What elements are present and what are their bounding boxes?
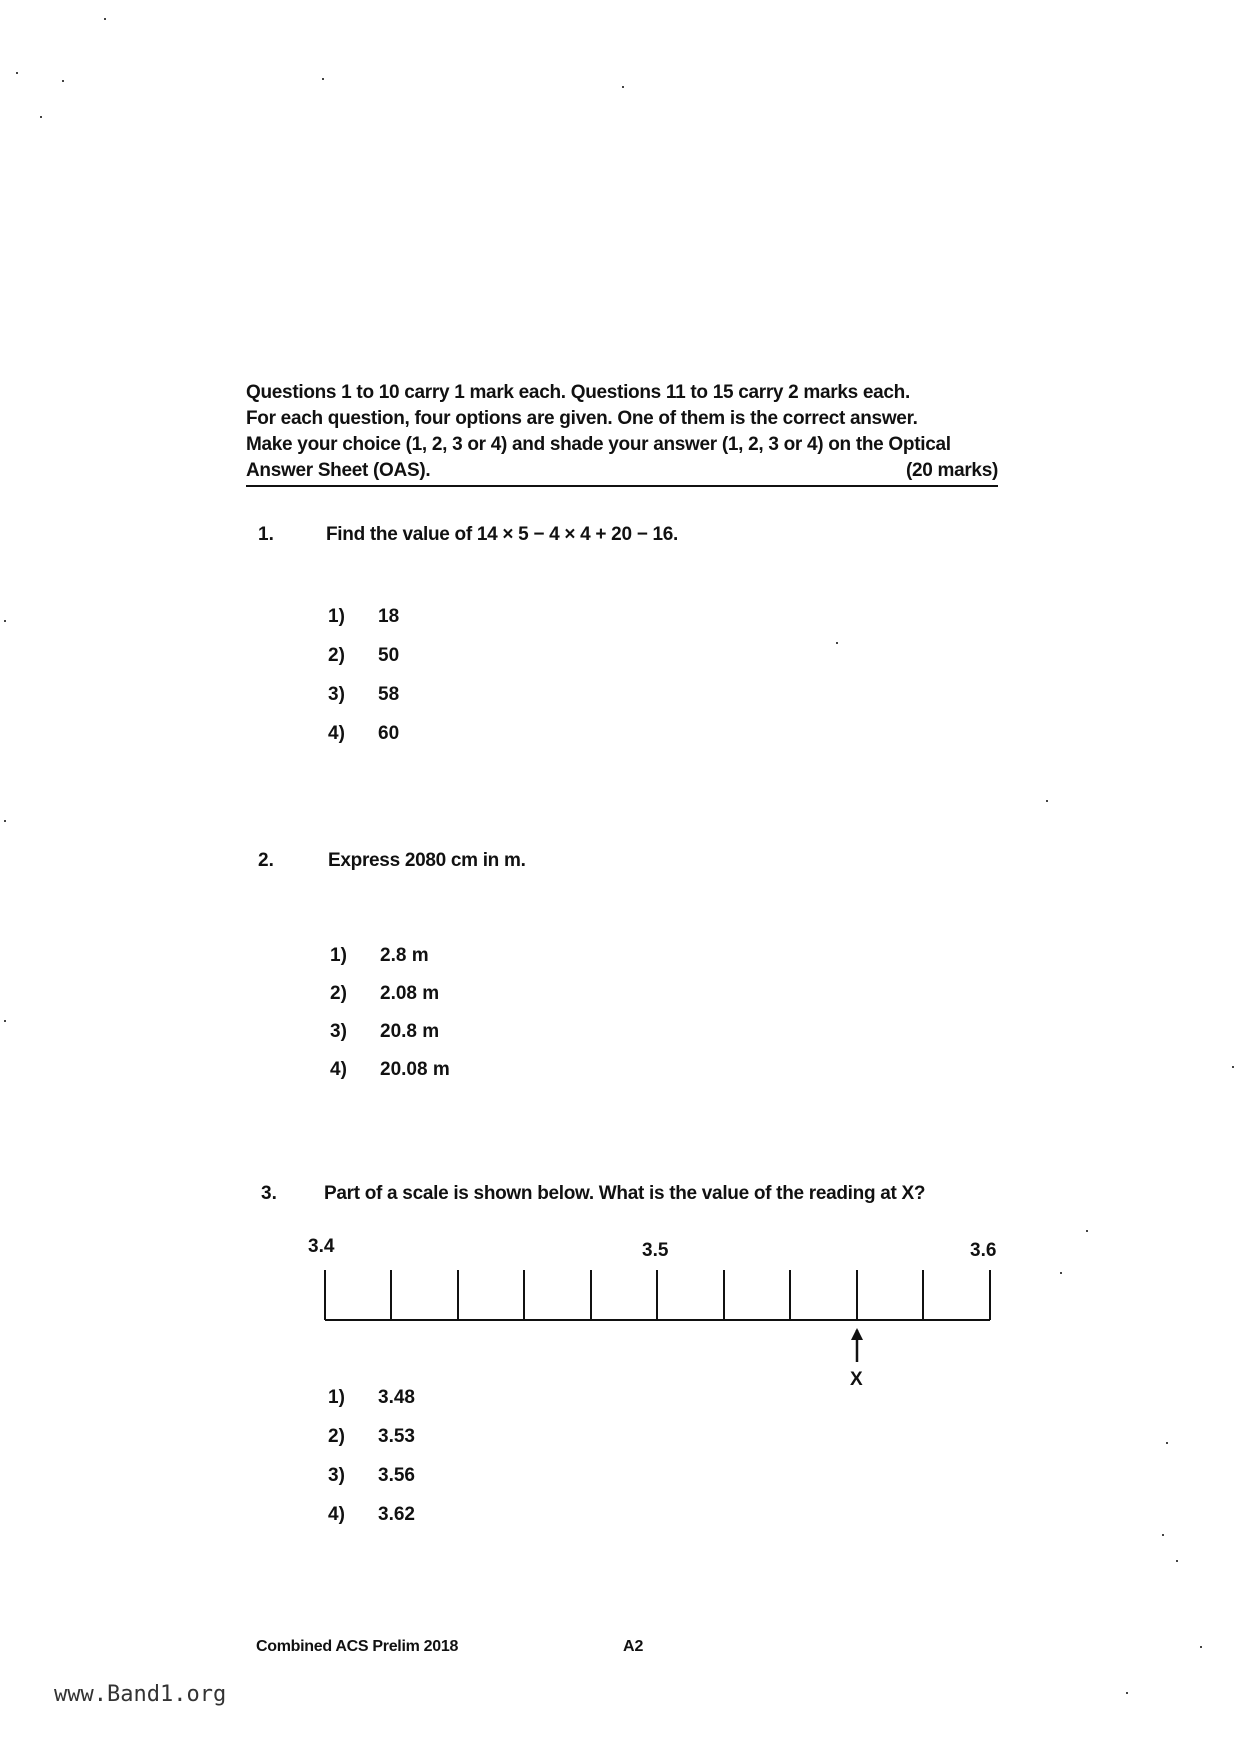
question-3-option-2	[328, 1426, 415, 1448]
scan-speck	[1126, 1692, 1128, 1694]
option-value: 3.53	[378, 1426, 415, 1447]
question-1-option-3	[328, 684, 399, 706]
marks-label: (20 marks)	[905, 460, 998, 481]
option-value: 2.8 m	[380, 945, 429, 966]
scan-speck	[1166, 1442, 1168, 1444]
option-value: 3.56	[378, 1465, 415, 1486]
option-number: 2)	[330, 983, 347, 1004]
option-value: 58	[378, 684, 400, 705]
question-1-option-2	[328, 645, 399, 667]
option-number: 4)	[328, 1504, 345, 1525]
watermark: www.Band1.org	[54, 1682, 227, 1707]
scan-speck	[1086, 1230, 1088, 1232]
option-number: 1)	[328, 1387, 345, 1408]
question-3-option-3	[328, 1465, 415, 1487]
question-3-option-4	[328, 1504, 415, 1526]
scan-speck	[4, 1020, 6, 1022]
question-2-option-3	[330, 1021, 439, 1043]
scan-speck	[4, 620, 6, 622]
question-3-text: Part of a scale is shown below. What is the value of the reading at X?	[324, 1183, 926, 1204]
scan-speck	[40, 116, 42, 118]
option-value: 20.08 m	[380, 1059, 450, 1080]
scan-speck	[1200, 1646, 1202, 1648]
instructions-line-1: Questions 1 to 10 carry 1 mark each. Questions 11 to 15 carry 2 marks each.	[246, 382, 910, 403]
scale-label-left: 3.4	[308, 1236, 335, 1257]
option-number: 1)	[330, 945, 347, 966]
scan-speck	[16, 72, 18, 74]
question-2-text: Express 2080 cm in m.	[328, 850, 526, 871]
option-number: 2)	[328, 645, 345, 666]
instructions	[246, 380, 998, 487]
instructions-line-4	[246, 458, 998, 487]
scan-speck	[836, 642, 838, 644]
scan-speck	[1060, 1272, 1062, 1274]
footer-exam-name: Combined ACS Prelim 2018	[256, 1638, 459, 1655]
scan-speck	[622, 86, 624, 88]
option-value: 3.62	[378, 1504, 415, 1525]
option-number: 3)	[328, 1465, 345, 1486]
scan-speck	[322, 78, 324, 80]
question-2-option-1	[330, 945, 429, 967]
scale-label-right: 3.6	[970, 1240, 997, 1261]
question-3-option-1	[328, 1387, 415, 1409]
instructions-line-3: Make your choice (1, 2, 3 or 4) and shade your answer (1, 2, 3 or 4) on the Optical	[246, 434, 951, 455]
scan-speck	[1162, 1534, 1164, 1536]
scale-ticks	[325, 1270, 990, 1320]
option-number: 4)	[330, 1059, 347, 1080]
pointer-label-x: X	[850, 1369, 863, 1388]
option-number: 2)	[328, 1426, 345, 1447]
question-1-option-4	[328, 723, 399, 745]
question-3-number: 3.	[261, 1183, 277, 1204]
scan-speck	[104, 18, 106, 20]
scale-diagram	[300, 1228, 1020, 1388]
option-value: 2.08 m	[380, 983, 440, 1004]
scan-speck	[4, 820, 6, 822]
instructions-line-2: For each question, four options are given. One of them is the correct answer.	[246, 408, 918, 429]
scan-speck	[1232, 1066, 1234, 1068]
footer-page-number: A2	[623, 1638, 644, 1655]
scan-speck	[62, 80, 64, 82]
scale-label-mid: 3.5	[642, 1240, 669, 1261]
instructions-line-4-text: Answer Sheet (OAS).	[246, 460, 431, 481]
option-value: 18	[378, 606, 400, 627]
option-value: 50	[378, 645, 400, 666]
option-value: 20.8 m	[380, 1021, 440, 1042]
question-1-number: 1.	[258, 524, 274, 545]
option-number: 1)	[328, 606, 345, 627]
question-1-option-1	[328, 606, 399, 628]
option-number: 3)	[330, 1021, 347, 1042]
question-2-number: 2.	[258, 850, 274, 871]
arrow-up-icon	[851, 1328, 863, 1362]
question-2-option-4	[330, 1059, 450, 1081]
scan-speck	[1046, 800, 1048, 802]
option-number: 3)	[328, 684, 345, 705]
option-value: 3.48	[378, 1387, 415, 1408]
scan-speck	[1176, 1560, 1178, 1562]
option-value: 60	[378, 723, 400, 744]
option-number: 4)	[328, 723, 345, 744]
question-1-text: Find the value of 14 × 5 − 4 × 4 + 20 − 16.	[326, 524, 678, 545]
question-2-option-2	[330, 983, 439, 1005]
